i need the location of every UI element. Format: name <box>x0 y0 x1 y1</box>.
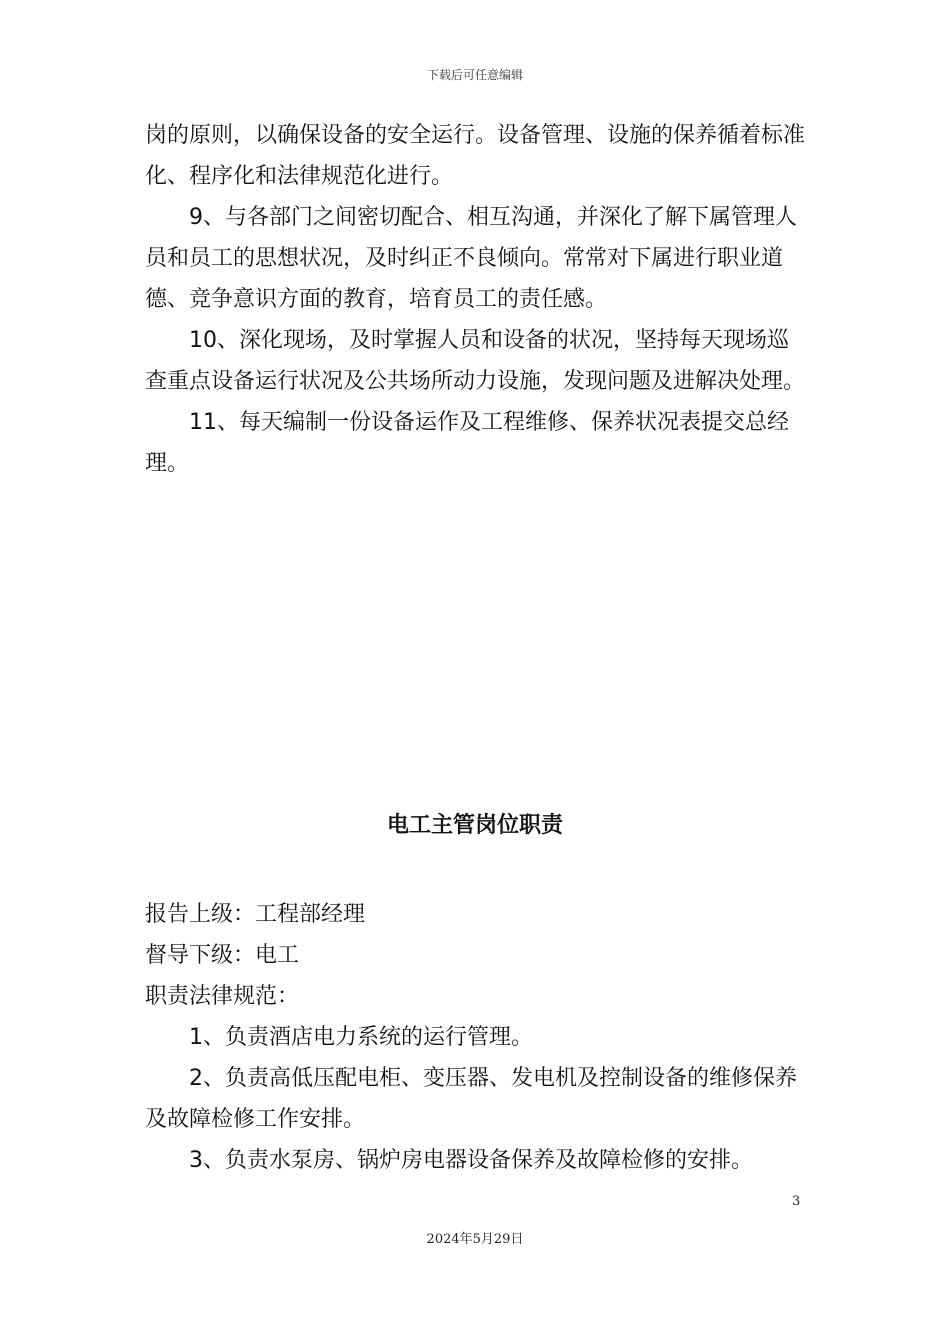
paragraph-item-10: 10、深化现场，及时掌握人员和设备的状况，坚持每天现场巡查重点设备运行状况及公共场所动力设施，发现问题及进解决处理。 <box>145 328 806 394</box>
footer-date: 2024年5月29日 <box>426 1232 524 1247</box>
paragraph-item-11: 11、每天编制一份设备运作及工程维修、保养状况表提交总经理。 <box>145 410 789 476</box>
document-body-bottom <box>145 894 810 1181</box>
paragraph-continuation: 岗的原则，以确保设备的安全运行。设备管理、设施的保养循着标准化、程序化和法律规范化进行。 <box>145 123 806 189</box>
report-to-line: 报告上级：工程部经理 <box>145 902 366 927</box>
duty-item-2: 2、负责高低压配电柜、变压器、发电机及控制设备的维修保养及故障检修工作安排。 <box>145 1066 797 1132</box>
page-number: 3 <box>792 1194 801 1209</box>
document-body-top <box>145 115 810 484</box>
page-header: 下载后可任意编辑 <box>426 68 523 82</box>
duty-item-3: 3、负责水泵房、锅炉房电器设备保养及故障检修的安排。 <box>189 1148 753 1173</box>
duty-item-1: 1、负责酒店电力系统的运行管理。 <box>189 1025 533 1050</box>
section-title: 电工主管岗位职责 <box>386 813 563 838</box>
duties-label: 职责法律规范： <box>145 984 300 1009</box>
paragraph-item-9: 9、与各部门之间密切配合、相互沟通，并深化了解下属管理人员和员工的思想状况，及时纠正不良倾向。常常对下属进行职业道德、竞争意识方面的教育，培育员工的责任感。 <box>145 205 797 312</box>
supervise-line: 督导下级：电工 <box>145 943 300 968</box>
